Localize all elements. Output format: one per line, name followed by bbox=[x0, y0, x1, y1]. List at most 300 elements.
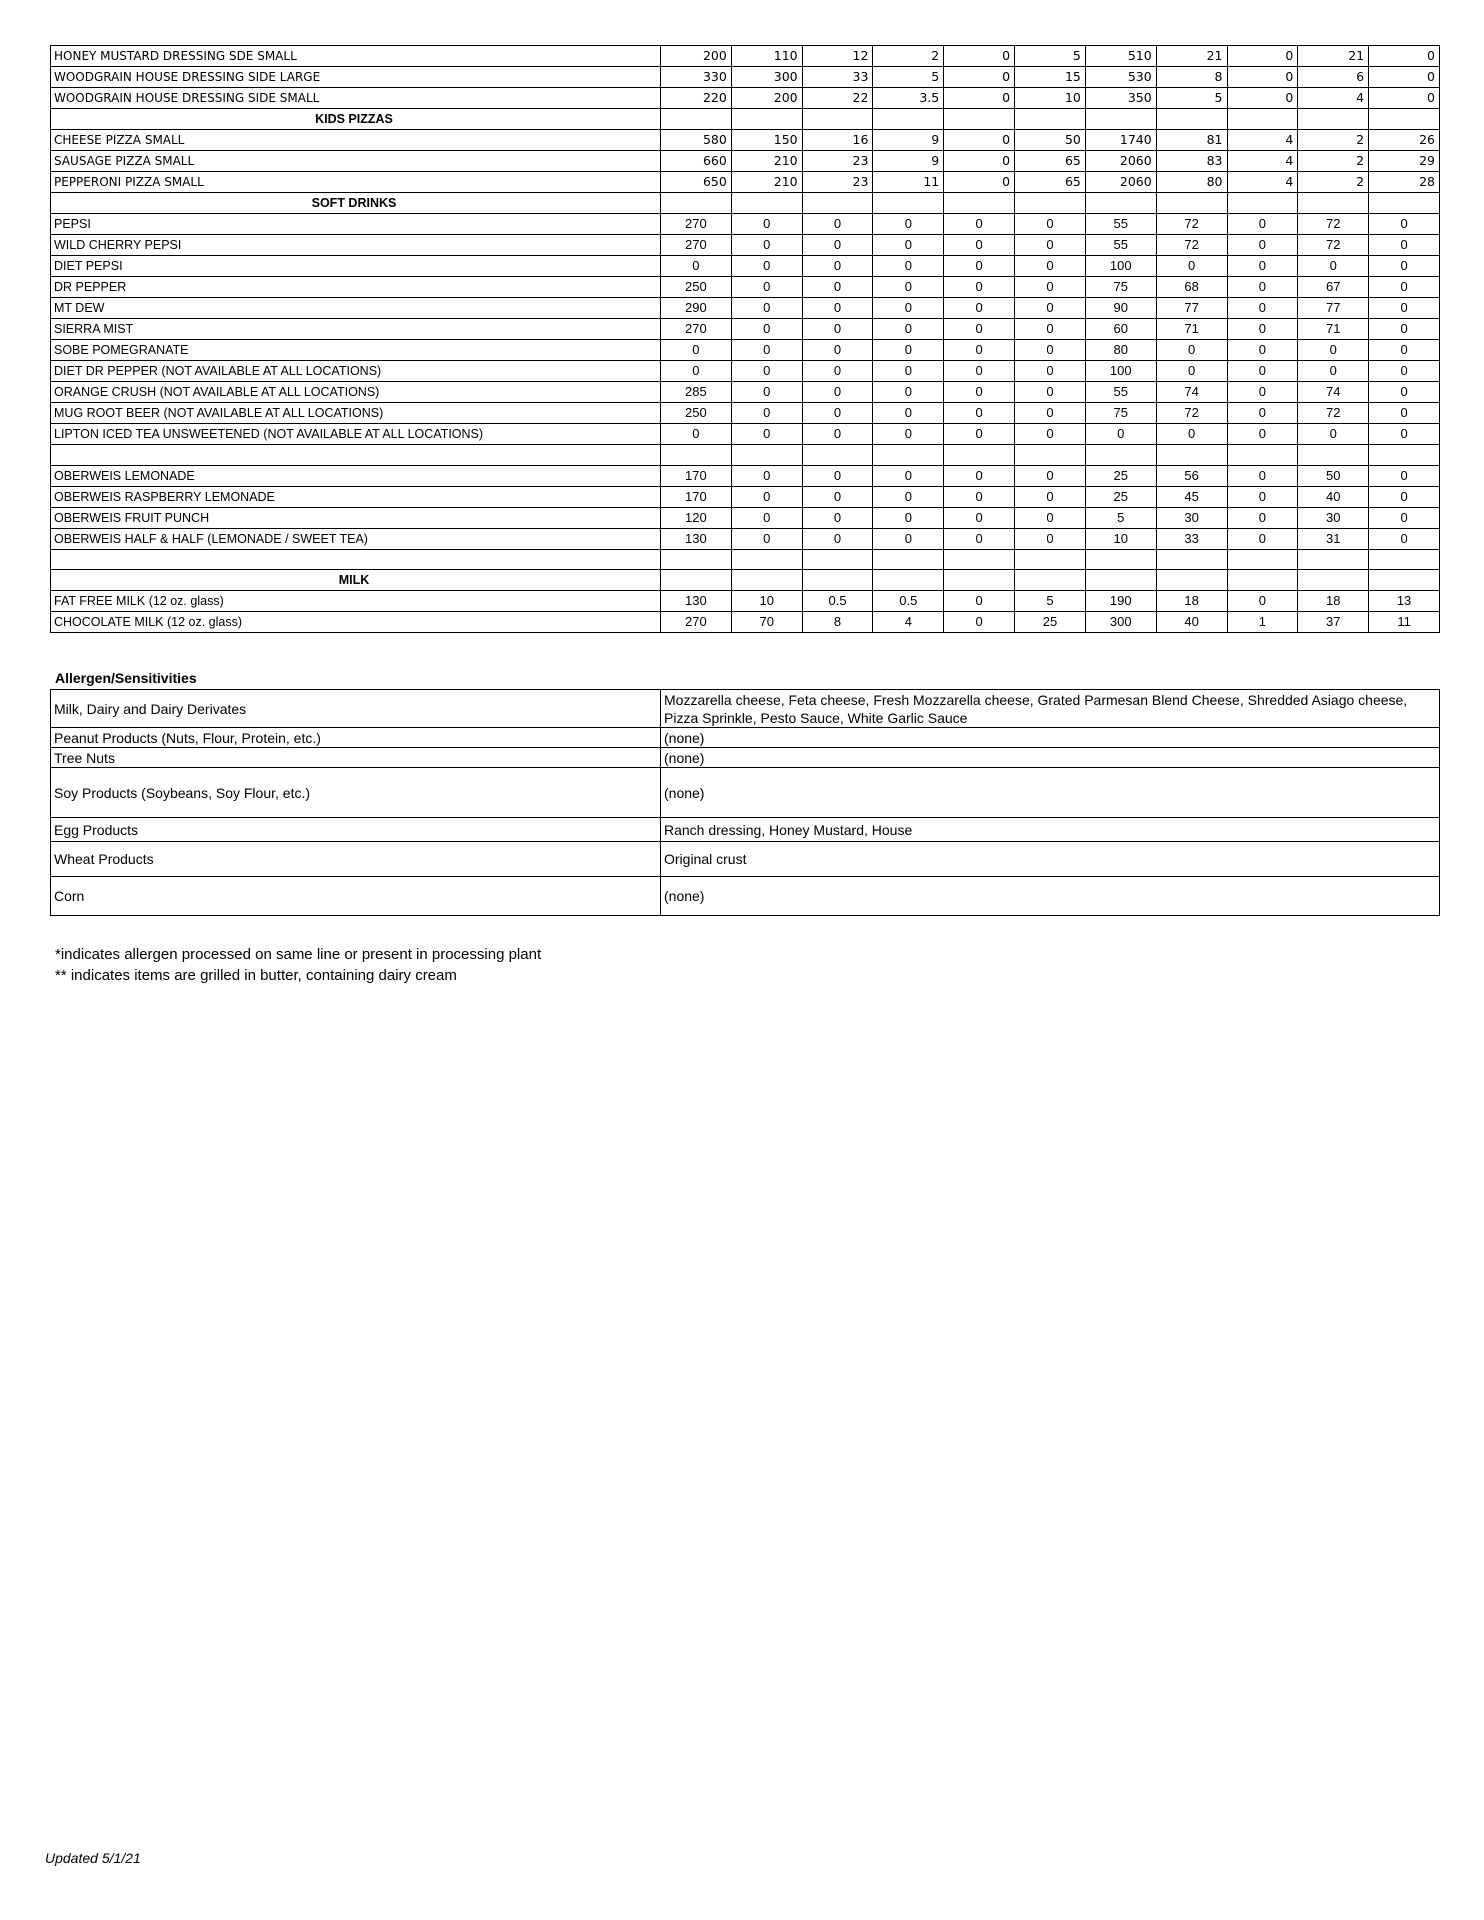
nutrition-value: 2 bbox=[1298, 130, 1369, 151]
nutrition-value: 0 bbox=[944, 528, 1015, 549]
item-name: FAT FREE MILK (12 oz. glass) bbox=[51, 591, 661, 612]
nutrition-row bbox=[51, 340, 1440, 361]
allergen-items: Ranch dressing, Honey Mustard, House bbox=[661, 818, 1440, 842]
item-name: OBERWEIS HALF & HALF (LEMONADE / SWEET TEA) bbox=[51, 528, 661, 549]
nutrition-value: 0 bbox=[1227, 424, 1298, 445]
nutrition-value: 270 bbox=[661, 319, 732, 340]
empty-cell bbox=[1085, 193, 1156, 214]
item-name: CHOCOLATE MILK (12 oz. glass) bbox=[51, 612, 661, 633]
empty-cell bbox=[1156, 193, 1227, 214]
nutrition-value: 5 bbox=[1156, 88, 1227, 109]
empty-cell bbox=[802, 549, 873, 570]
nutrition-value: 0 bbox=[944, 235, 1015, 256]
nutrition-row bbox=[51, 486, 1440, 507]
nutrition-value: 0 bbox=[731, 340, 802, 361]
nutrition-value: 0 bbox=[873, 424, 944, 445]
item-name: DIET DR PEPPER (NOT AVAILABLE AT ALL LOCATIONS) bbox=[51, 361, 661, 382]
nutrition-value: 81 bbox=[1156, 130, 1227, 151]
nutrition-table bbox=[50, 45, 1440, 633]
nutrition-value: 31 bbox=[1298, 528, 1369, 549]
item-name: MT DEW bbox=[51, 298, 661, 319]
nutrition-value: 0 bbox=[1015, 424, 1086, 445]
nutrition-value: 0 bbox=[873, 486, 944, 507]
nutrition-value: 0 bbox=[944, 361, 1015, 382]
nutrition-row bbox=[51, 424, 1440, 445]
nutrition-value: 71 bbox=[1298, 319, 1369, 340]
empty-cell bbox=[661, 570, 732, 591]
allergen-row bbox=[51, 842, 1440, 877]
nutrition-value: 77 bbox=[1298, 298, 1369, 319]
nutrition-value: 4 bbox=[1298, 88, 1369, 109]
nutrition-value: 10 bbox=[1015, 88, 1086, 109]
empty-cell bbox=[1369, 570, 1440, 591]
nutrition-value: 25 bbox=[1085, 465, 1156, 486]
nutrition-value: 0 bbox=[802, 214, 873, 235]
nutrition-value: 0 bbox=[1298, 424, 1369, 445]
nutrition-value: 0 bbox=[873, 528, 944, 549]
nutrition-value: 270 bbox=[661, 235, 732, 256]
nutrition-value: 0 bbox=[873, 403, 944, 424]
nutrition-value: 0 bbox=[944, 340, 1015, 361]
nutrition-value: 0 bbox=[731, 256, 802, 277]
empty-cell bbox=[1156, 109, 1227, 130]
nutrition-value: 13 bbox=[1369, 591, 1440, 612]
nutrition-table-body bbox=[51, 46, 1440, 633]
nutrition-value: 0 bbox=[1015, 277, 1086, 298]
nutrition-value: 0 bbox=[1227, 528, 1298, 549]
item-name: LIPTON ICED TEA UNSWEETENED (NOT AVAILABLE AT ALL LOCATIONS) bbox=[51, 424, 661, 445]
nutrition-value: 250 bbox=[661, 403, 732, 424]
nutrition-value: 55 bbox=[1085, 235, 1156, 256]
nutrition-value: 0 bbox=[731, 214, 802, 235]
nutrition-value: 0 bbox=[1227, 214, 1298, 235]
nutrition-value: 0 bbox=[944, 214, 1015, 235]
nutrition-value: 0 bbox=[1227, 277, 1298, 298]
empty-cell bbox=[1085, 445, 1156, 466]
nutrition-row bbox=[51, 298, 1440, 319]
nutrition-value: 0 bbox=[1369, 403, 1440, 424]
nutrition-value: 0 bbox=[731, 486, 802, 507]
nutrition-value: 12 bbox=[802, 46, 873, 67]
nutrition-value: 0 bbox=[1015, 298, 1086, 319]
nutrition-value: 0 bbox=[1369, 46, 1440, 67]
nutrition-value: 55 bbox=[1085, 382, 1156, 403]
empty-cell bbox=[802, 109, 873, 130]
nutrition-value: 0 bbox=[873, 277, 944, 298]
nutrition-value: 5 bbox=[1015, 591, 1086, 612]
nutrition-value: 150 bbox=[731, 130, 802, 151]
allergen-items: (none) bbox=[661, 877, 1440, 916]
nutrition-value: 0 bbox=[1227, 403, 1298, 424]
item-name: OBERWEIS LEMONADE bbox=[51, 465, 661, 486]
allergen-row bbox=[51, 768, 1440, 818]
nutrition-row bbox=[51, 130, 1440, 151]
nutrition-value: 16 bbox=[802, 130, 873, 151]
nutrition-value: 9 bbox=[873, 130, 944, 151]
nutrition-row bbox=[51, 528, 1440, 549]
empty-cell bbox=[1085, 109, 1156, 130]
empty-cell bbox=[1227, 193, 1298, 214]
nutrition-row bbox=[51, 465, 1440, 486]
allergen-category: Wheat Products bbox=[51, 842, 661, 877]
nutrition-value: 0 bbox=[802, 256, 873, 277]
updated-date: Updated 5/1/21 bbox=[45, 1850, 141, 1866]
nutrition-value: 1740 bbox=[1085, 130, 1156, 151]
nutrition-value: 0 bbox=[944, 465, 1015, 486]
nutrition-value: 10 bbox=[1085, 528, 1156, 549]
nutrition-value: 330 bbox=[661, 67, 732, 88]
nutrition-value: 0 bbox=[731, 528, 802, 549]
section-title: KIDS PIZZAS bbox=[51, 109, 661, 130]
nutrition-value: 0 bbox=[1015, 403, 1086, 424]
nutrition-value: 0 bbox=[1015, 256, 1086, 277]
empty-cell bbox=[1227, 549, 1298, 570]
nutrition-row bbox=[51, 67, 1440, 88]
nutrition-value: 0 bbox=[1369, 340, 1440, 361]
nutrition-value: 0 bbox=[944, 256, 1015, 277]
nutrition-value: 0 bbox=[873, 214, 944, 235]
nutrition-value: 0 bbox=[944, 298, 1015, 319]
nutrition-value: 0 bbox=[873, 256, 944, 277]
nutrition-value: 0 bbox=[1227, 361, 1298, 382]
nutrition-row bbox=[51, 214, 1440, 235]
item-name: SOBE POMEGRANATE bbox=[51, 340, 661, 361]
nutrition-value: 0 bbox=[1156, 361, 1227, 382]
item-name: WOODGRAIN HOUSE DRESSING SIDE SMALL bbox=[51, 88, 661, 109]
footnote-grilled-in-butter: ** indicates items are grilled in butter, containing dairy cream bbox=[55, 967, 457, 984]
nutrition-row bbox=[51, 46, 1440, 67]
nutrition-value: 0 bbox=[1227, 298, 1298, 319]
empty-cell bbox=[873, 109, 944, 130]
nutrition-value: 10 bbox=[731, 591, 802, 612]
empty-cell bbox=[944, 193, 1015, 214]
nutrition-value: 300 bbox=[1085, 612, 1156, 633]
nutrition-value: 30 bbox=[1156, 507, 1227, 528]
nutrition-row bbox=[51, 88, 1440, 109]
nutrition-value: 0 bbox=[1369, 382, 1440, 403]
nutrition-value: 0 bbox=[944, 424, 1015, 445]
allergen-items: (none) bbox=[661, 728, 1440, 748]
nutrition-value: 23 bbox=[802, 172, 873, 193]
allergen-row bbox=[51, 877, 1440, 916]
nutrition-value: 0 bbox=[731, 277, 802, 298]
nutrition-value: 0 bbox=[1369, 424, 1440, 445]
nutrition-value: 0 bbox=[1369, 465, 1440, 486]
nutrition-value: 0 bbox=[944, 88, 1015, 109]
empty-cell bbox=[1369, 109, 1440, 130]
nutrition-value: 0 bbox=[802, 277, 873, 298]
item-name: WOODGRAIN HOUSE DRESSING SIDE LARGE bbox=[51, 67, 661, 88]
empty-cell bbox=[802, 445, 873, 466]
nutrition-row bbox=[51, 151, 1440, 172]
empty-cell bbox=[731, 570, 802, 591]
nutrition-value: 72 bbox=[1156, 214, 1227, 235]
nutrition-value: 0 bbox=[1015, 340, 1086, 361]
nutrition-value: 40 bbox=[1156, 612, 1227, 633]
nutrition-value: 660 bbox=[661, 151, 732, 172]
nutrition-value: 28 bbox=[1369, 172, 1440, 193]
nutrition-value: 22 bbox=[802, 88, 873, 109]
nutrition-value: 0 bbox=[873, 235, 944, 256]
nutrition-value: 0 bbox=[802, 528, 873, 549]
nutrition-value: 0 bbox=[1227, 319, 1298, 340]
nutrition-value: 0 bbox=[731, 319, 802, 340]
allergen-row bbox=[51, 748, 1440, 768]
empty-cell bbox=[873, 193, 944, 214]
nutrition-value: 2 bbox=[873, 46, 944, 67]
item-name: SIERRA MIST bbox=[51, 319, 661, 340]
nutrition-value: 130 bbox=[661, 591, 732, 612]
nutrition-value: 0 bbox=[944, 612, 1015, 633]
allergen-heading: Allergen/Sensitivities bbox=[55, 670, 197, 686]
nutrition-value: 0 bbox=[1369, 507, 1440, 528]
nutrition-value: 33 bbox=[802, 67, 873, 88]
nutrition-value: 0 bbox=[1015, 319, 1086, 340]
nutrition-value: 200 bbox=[731, 88, 802, 109]
nutrition-value: 0 bbox=[944, 382, 1015, 403]
nutrition-value: 0 bbox=[802, 382, 873, 403]
nutrition-value: 55 bbox=[1085, 214, 1156, 235]
nutrition-value: 0 bbox=[731, 298, 802, 319]
nutrition-value: 0 bbox=[1015, 507, 1086, 528]
empty-cell bbox=[1298, 445, 1369, 466]
section-header-row bbox=[51, 193, 1440, 214]
nutrition-value: 0 bbox=[1227, 486, 1298, 507]
empty-cell bbox=[1015, 445, 1086, 466]
nutrition-value: 26 bbox=[1369, 130, 1440, 151]
nutrition-value: 21 bbox=[1298, 46, 1369, 67]
nutrition-value: 90 bbox=[1085, 298, 1156, 319]
nutrition-value: 0 bbox=[1227, 256, 1298, 277]
nutrition-value: 0 bbox=[731, 235, 802, 256]
blank-row bbox=[51, 445, 1440, 466]
nutrition-value: 2 bbox=[1298, 151, 1369, 172]
nutrition-value: 0 bbox=[1156, 424, 1227, 445]
nutrition-value: 0 bbox=[1369, 88, 1440, 109]
item-name: ORANGE CRUSH (NOT AVAILABLE AT ALL LOCATIONS) bbox=[51, 382, 661, 403]
nutrition-value: 11 bbox=[1369, 612, 1440, 633]
nutrition-value: 100 bbox=[1085, 256, 1156, 277]
blank-cell bbox=[51, 549, 661, 570]
nutrition-value: 0 bbox=[802, 424, 873, 445]
nutrition-value: 0 bbox=[661, 424, 732, 445]
nutrition-value: 190 bbox=[1085, 591, 1156, 612]
nutrition-value: 5 bbox=[1015, 46, 1086, 67]
nutrition-value: 0 bbox=[1227, 465, 1298, 486]
item-name: DIET PEPSI bbox=[51, 256, 661, 277]
allergen-row bbox=[51, 818, 1440, 842]
nutrition-value: 29 bbox=[1369, 151, 1440, 172]
nutrition-value: 68 bbox=[1156, 277, 1227, 298]
nutrition-value: 83 bbox=[1156, 151, 1227, 172]
nutrition-row bbox=[51, 172, 1440, 193]
empty-cell bbox=[1015, 193, 1086, 214]
nutrition-value: 40 bbox=[1298, 486, 1369, 507]
nutrition-value: 30 bbox=[1298, 507, 1369, 528]
nutrition-value: 8 bbox=[802, 612, 873, 633]
empty-cell bbox=[873, 570, 944, 591]
empty-cell bbox=[661, 109, 732, 130]
nutrition-value: 77 bbox=[1156, 298, 1227, 319]
empty-cell bbox=[1369, 549, 1440, 570]
nutrition-value: 0 bbox=[873, 507, 944, 528]
empty-cell bbox=[1156, 570, 1227, 591]
nutrition-value: 0 bbox=[1369, 277, 1440, 298]
nutrition-value: 200 bbox=[661, 46, 732, 67]
nutrition-value: 0 bbox=[802, 403, 873, 424]
nutrition-value: 510 bbox=[1085, 46, 1156, 67]
nutrition-value: 0 bbox=[1298, 340, 1369, 361]
nutrition-value: 0 bbox=[873, 319, 944, 340]
nutrition-row bbox=[51, 382, 1440, 403]
nutrition-value: 75 bbox=[1085, 277, 1156, 298]
nutrition-value: 0 bbox=[802, 340, 873, 361]
nutrition-value: 0 bbox=[1227, 507, 1298, 528]
nutrition-value: 3.5 bbox=[873, 88, 944, 109]
nutrition-value: 580 bbox=[661, 130, 732, 151]
allergen-category: Corn bbox=[51, 877, 661, 916]
nutrition-value: 0 bbox=[1227, 340, 1298, 361]
nutrition-value: 110 bbox=[731, 46, 802, 67]
empty-cell bbox=[1227, 109, 1298, 130]
nutrition-value: 5 bbox=[873, 67, 944, 88]
nutrition-value: 72 bbox=[1156, 235, 1227, 256]
nutrition-value: 0 bbox=[873, 382, 944, 403]
nutrition-value: 0.5 bbox=[873, 591, 944, 612]
nutrition-row bbox=[51, 403, 1440, 424]
nutrition-value: 130 bbox=[661, 528, 732, 549]
nutrition-value: 0 bbox=[661, 340, 732, 361]
nutrition-row bbox=[51, 361, 1440, 382]
empty-cell bbox=[1085, 549, 1156, 570]
nutrition-value: 67 bbox=[1298, 277, 1369, 298]
item-name: HONEY MUSTARD DRESSING SDE SMALL bbox=[51, 46, 661, 67]
empty-cell bbox=[1298, 193, 1369, 214]
empty-cell bbox=[873, 445, 944, 466]
nutrition-row bbox=[51, 507, 1440, 528]
nutrition-value: 0 bbox=[1369, 319, 1440, 340]
nutrition-value: 0 bbox=[731, 465, 802, 486]
nutrition-value: 0 bbox=[1227, 382, 1298, 403]
nutrition-value: 0 bbox=[731, 382, 802, 403]
nutrition-value: 0 bbox=[1298, 361, 1369, 382]
empty-cell bbox=[1015, 570, 1086, 591]
nutrition-value: 0 bbox=[944, 507, 1015, 528]
nutrition-value: 65 bbox=[1015, 151, 1086, 172]
empty-cell bbox=[661, 549, 732, 570]
nutrition-value: 0 bbox=[802, 361, 873, 382]
nutrition-value: 0 bbox=[873, 465, 944, 486]
nutrition-value: 6 bbox=[1298, 67, 1369, 88]
empty-cell bbox=[873, 549, 944, 570]
nutrition-value: 74 bbox=[1298, 382, 1369, 403]
nutrition-value: 0 bbox=[944, 591, 1015, 612]
empty-cell bbox=[661, 193, 732, 214]
nutrition-row bbox=[51, 277, 1440, 298]
nutrition-value: 0 bbox=[1369, 486, 1440, 507]
nutrition-value: 74 bbox=[1156, 382, 1227, 403]
empty-cell bbox=[1227, 445, 1298, 466]
footnotes bbox=[55, 944, 541, 986]
nutrition-value: 250 bbox=[661, 277, 732, 298]
nutrition-value: 0 bbox=[873, 361, 944, 382]
empty-cell bbox=[944, 570, 1015, 591]
nutrition-value: 0 bbox=[1227, 88, 1298, 109]
nutrition-value: 0 bbox=[802, 507, 873, 528]
nutrition-value: 45 bbox=[1156, 486, 1227, 507]
nutrition-value: 5 bbox=[1085, 507, 1156, 528]
nutrition-value: 0 bbox=[944, 319, 1015, 340]
item-name: SAUSAGE PIZZA SMALL bbox=[51, 151, 661, 172]
nutrition-value: 4 bbox=[1227, 130, 1298, 151]
section-header-row bbox=[51, 109, 1440, 130]
nutrition-value: 0 bbox=[944, 46, 1015, 67]
nutrition-value: 0 bbox=[873, 298, 944, 319]
nutrition-value: 0 bbox=[731, 361, 802, 382]
allergen-items: Original crust bbox=[661, 842, 1440, 877]
empty-cell bbox=[1227, 570, 1298, 591]
nutrition-value: 530 bbox=[1085, 67, 1156, 88]
nutrition-value: 0 bbox=[1015, 528, 1086, 549]
empty-cell bbox=[731, 445, 802, 466]
nutrition-value: 21 bbox=[1156, 46, 1227, 67]
nutrition-value: 33 bbox=[1156, 528, 1227, 549]
empty-cell bbox=[731, 549, 802, 570]
nutrition-value: 0 bbox=[1369, 361, 1440, 382]
nutrition-value: 18 bbox=[1298, 591, 1369, 612]
blank-cell bbox=[51, 445, 661, 466]
nutrition-value: 290 bbox=[661, 298, 732, 319]
nutrition-value: 0 bbox=[1369, 214, 1440, 235]
nutrition-value: 0 bbox=[944, 277, 1015, 298]
section-header-row bbox=[51, 570, 1440, 591]
nutrition-value: 0 bbox=[661, 361, 732, 382]
item-name: PEPSI bbox=[51, 214, 661, 235]
nutrition-value: 0 bbox=[944, 67, 1015, 88]
nutrition-value: 0 bbox=[1015, 361, 1086, 382]
nutrition-value: 15 bbox=[1015, 67, 1086, 88]
empty-cell bbox=[944, 445, 1015, 466]
nutrition-value: 4 bbox=[1227, 151, 1298, 172]
nutrition-value: 65 bbox=[1015, 172, 1086, 193]
allergen-row bbox=[51, 728, 1440, 748]
nutrition-value: 0 bbox=[1227, 235, 1298, 256]
allergen-items: Mozzarella cheese, Feta cheese, Fresh Mozzarella cheese, Grated Parmesan Blend Cheese, Shredded Asiago cheese, Pizza Sprinkle, Pesto Sauce, White Garlic Sauce bbox=[661, 690, 1440, 728]
nutrition-value: 80 bbox=[1156, 172, 1227, 193]
nutrition-value: 0 bbox=[944, 403, 1015, 424]
nutrition-value: 0 bbox=[1015, 465, 1086, 486]
allergen-items: (none) bbox=[661, 748, 1440, 768]
nutrition-value: 0 bbox=[1015, 235, 1086, 256]
nutrition-value: 2 bbox=[1298, 172, 1369, 193]
item-name: PEPPERONI PIZZA SMALL bbox=[51, 172, 661, 193]
nutrition-value: 0 bbox=[802, 319, 873, 340]
nutrition-value: 11 bbox=[873, 172, 944, 193]
nutrition-value: 50 bbox=[1298, 465, 1369, 486]
nutrition-value: 210 bbox=[731, 151, 802, 172]
nutrition-value: 0 bbox=[1227, 591, 1298, 612]
allergen-category: Egg Products bbox=[51, 818, 661, 842]
nutrition-value: 0 bbox=[731, 507, 802, 528]
nutrition-value: 0 bbox=[802, 235, 873, 256]
nutrition-value: 1 bbox=[1227, 612, 1298, 633]
nutrition-value: 72 bbox=[1298, 235, 1369, 256]
nutrition-value: 0 bbox=[944, 130, 1015, 151]
nutrition-value: 0 bbox=[944, 151, 1015, 172]
allergen-category: Peanut Products (Nuts, Flour, Protein, etc.) bbox=[51, 728, 661, 748]
allergen-category: Tree Nuts bbox=[51, 748, 661, 768]
nutrition-value: 170 bbox=[661, 486, 732, 507]
